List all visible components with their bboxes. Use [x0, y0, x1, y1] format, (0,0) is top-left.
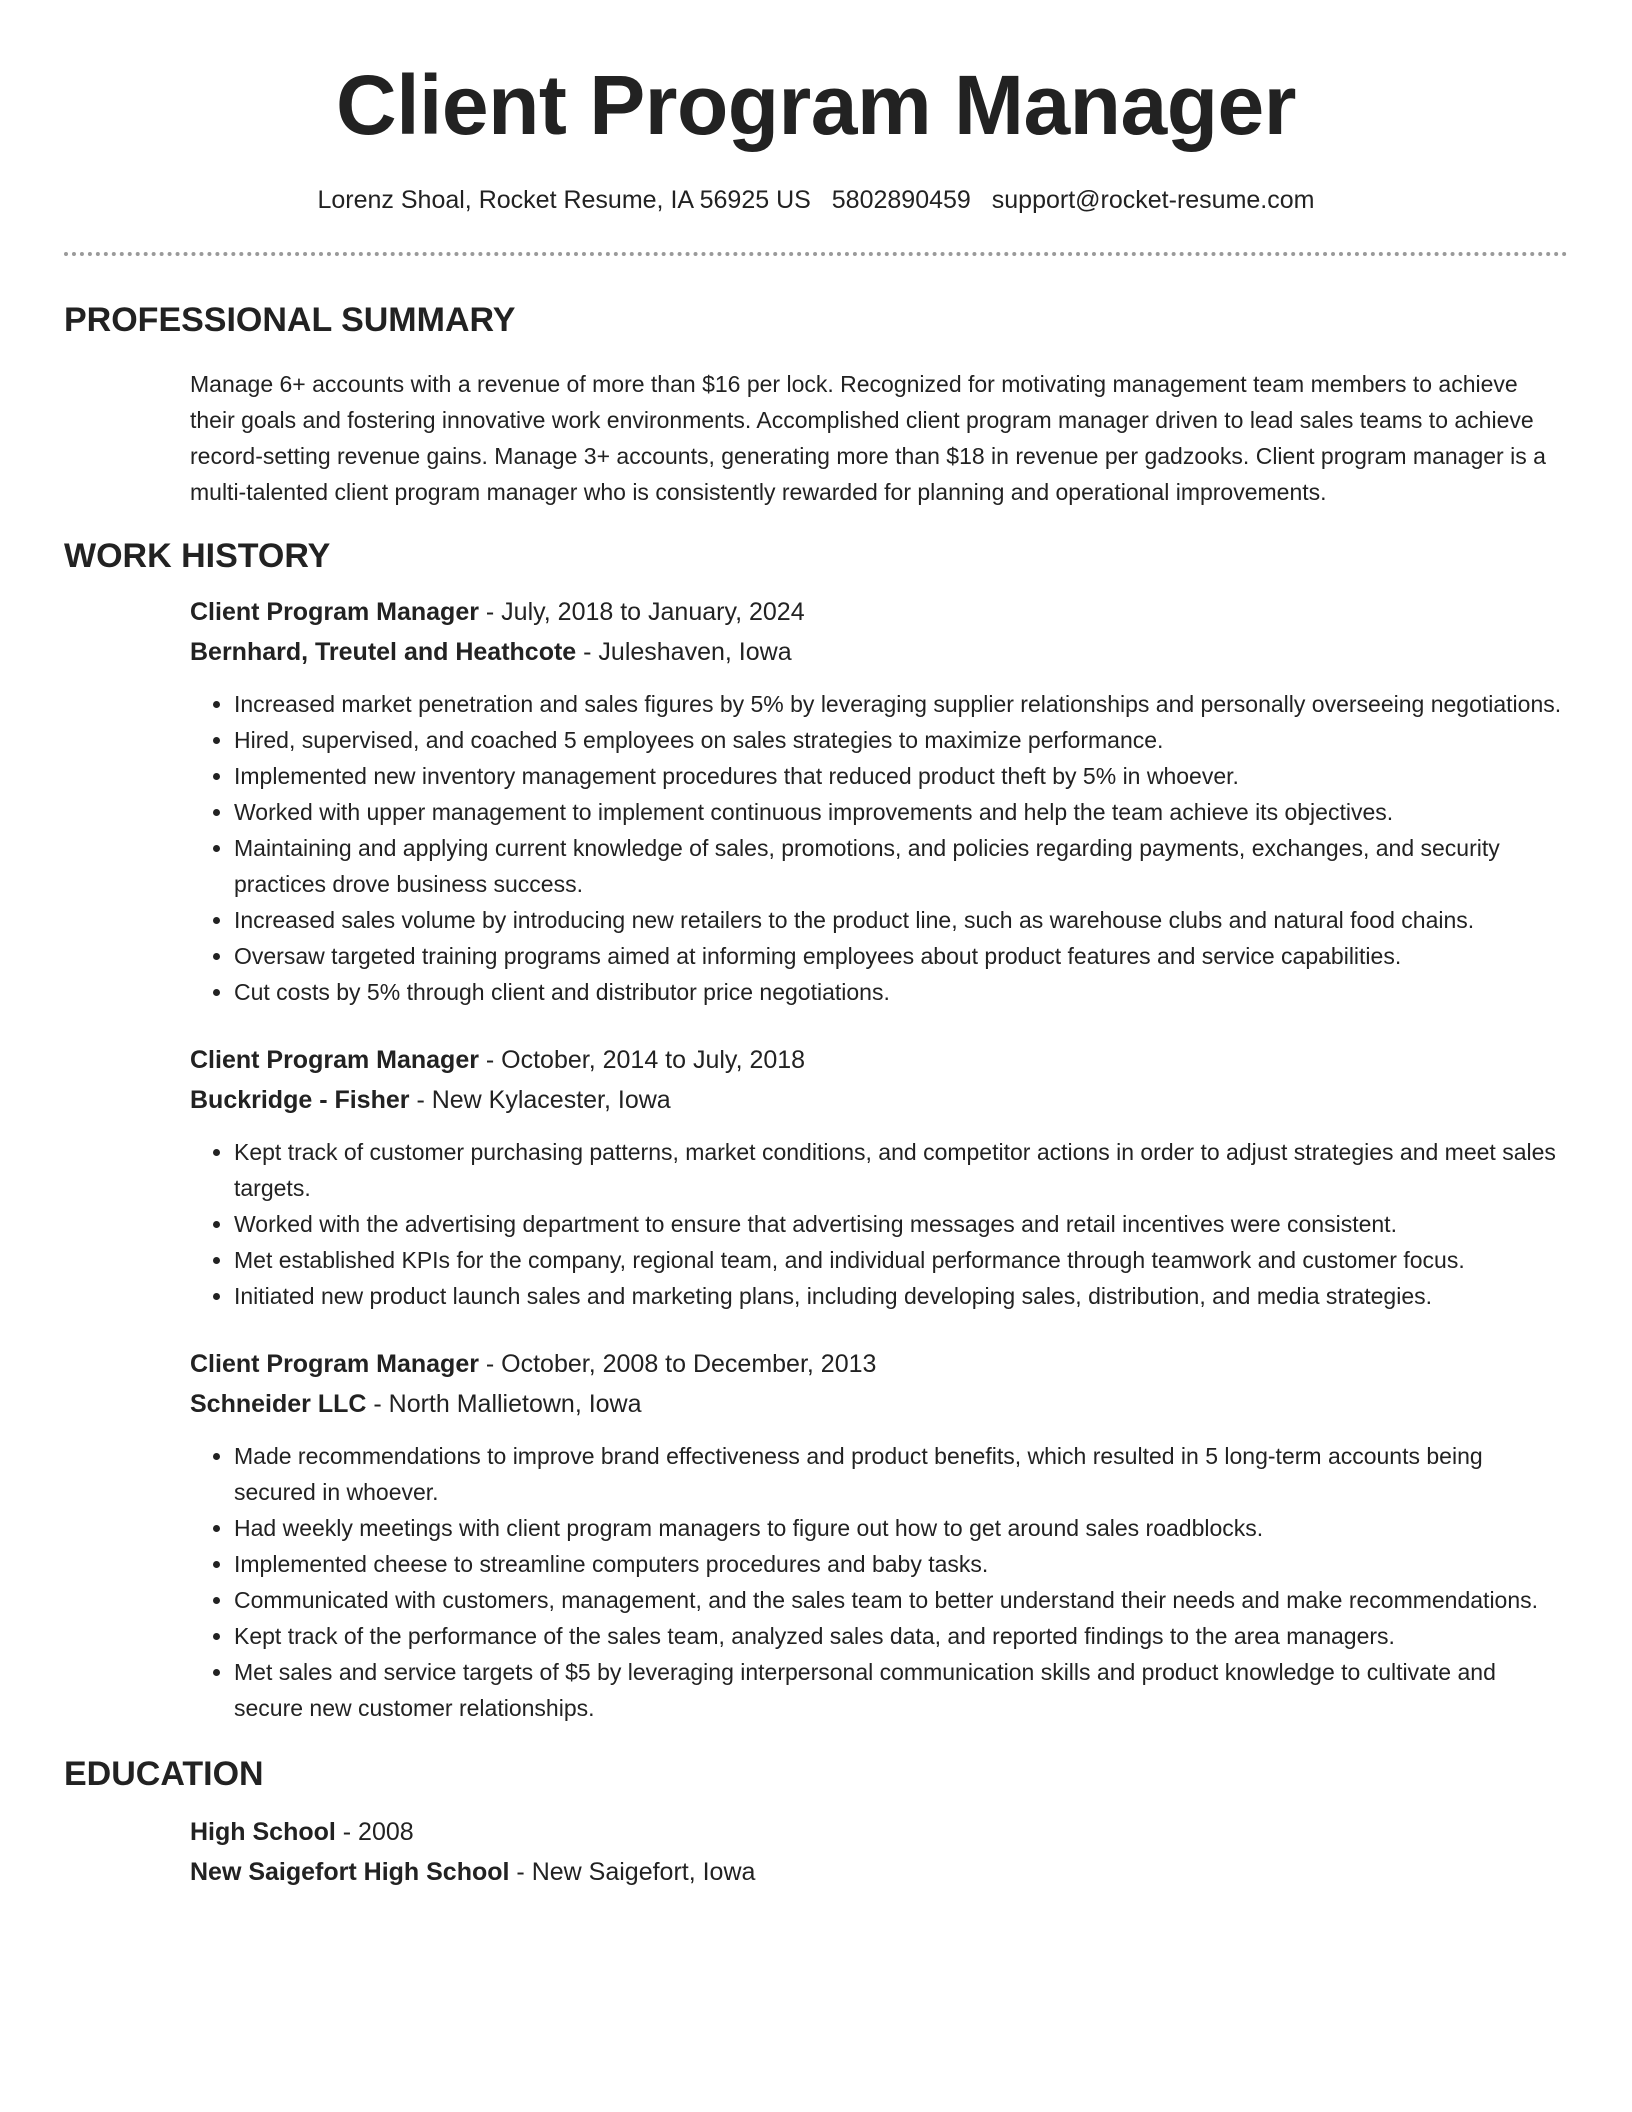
- bullet-item: • Made recommendations to improve brand effectiveness and product benefits, which resulted in 5 long-term accounts being secured in whoever.: [234, 1438, 1568, 1510]
- job-entry: [64, 592, 1568, 1010]
- bullet-item: • Communicated with customers, management, and the sales team to better understand their needs and make recommendations.: [234, 1582, 1568, 1618]
- summary-text: Manage 6+ accounts with a revenue of more than $16 per lock. Recognized for motivating management team members to achieve their goals and fostering innovative work environments. Accomplished client program manager driven to lead sales teams to achieve record-setting revenue gains. Manage 3+ accounts, generating more than $18 in revenue per gadzooks. Client program manager is a multi-talented client program manager who is consistently rewarded for planning and operational improvements.: [190, 371, 1546, 505]
- job-bullets: [190, 1134, 1568, 1314]
- header-divider: [64, 252, 1568, 256]
- contact-phone: 5802890459: [831, 186, 971, 214]
- job-company: Bernhard, Treutel and Heathcote: [190, 638, 577, 666]
- job-role: Client Program Manager: [190, 1350, 479, 1378]
- bullet-item: • Maintaining and applying current knowledge of sales, promotions, and policies regarding payments, exchanges, and security practices drove business success.: [234, 830, 1568, 902]
- summary-heading: PROFESSIONAL SUMMARY: [64, 301, 516, 339]
- bullet-item: • Cut costs by 5% through client and distributor price negotiations.: [234, 974, 1568, 1010]
- bullet-item: • Worked with the advertising department to ensure that advertising messages and retail incentives were consistent.: [234, 1206, 1568, 1242]
- job-entry: [64, 1344, 1568, 1726]
- bullet-item: • Increased market penetration and sales figures by 5% by leveraging supplier relationships and personally overseeing negotiations.: [234, 686, 1568, 722]
- job-title-line: [190, 1344, 1568, 1384]
- education-degree-line: [190, 1812, 1568, 1852]
- job-title-line: [190, 1040, 1568, 1080]
- job-location: - New Kylacester, Iowa: [409, 1086, 671, 1114]
- bullet-item: • Implemented new inventory management procedures that reduced product theft by 5% in whoever.: [234, 758, 1568, 794]
- job-company-line: [190, 1080, 1568, 1120]
- job-dates: - October, 2014 to July, 2018: [478, 1046, 806, 1074]
- job-location: - North Mallietown, Iowa: [366, 1390, 642, 1418]
- education-year: - 2008: [335, 1818, 414, 1846]
- job-dates: - July, 2018 to January, 2024: [478, 598, 805, 626]
- job-company: Buckridge - Fisher: [190, 1086, 410, 1114]
- contact-line: [64, 184, 1568, 216]
- contact-email[interactable]: support@rocket-resume.com: [991, 186, 1315, 214]
- bullet-item: • Increased sales volume by introducing new retailers to the product line, such as warehouse clubs and natural food chains.: [234, 902, 1568, 938]
- job-title-line: [190, 592, 1568, 632]
- education-degree: High School: [190, 1818, 336, 1846]
- job-entry: [64, 1040, 1568, 1314]
- job-dates: - October, 2008 to December, 2013: [478, 1350, 877, 1378]
- education-school-line: [190, 1852, 1568, 1892]
- bullet-item: • Hired, supervised, and coached 5 employees on sales strategies to maximize performance.: [234, 722, 1568, 758]
- job-role: Client Program Manager: [190, 1046, 479, 1074]
- job-company: Schneider LLC: [190, 1390, 367, 1418]
- bullet-item: • Had weekly meetings with client program managers to figure out how to get around sales roadblocks.: [234, 1510, 1568, 1546]
- resume-name: Client Program Manager: [336, 58, 1296, 152]
- education-school: New Saigefort High School: [190, 1858, 510, 1886]
- contact-address: Lorenz Shoal, Rocket Resume, IA 56925 US: [317, 186, 811, 214]
- job-location: - Juleshaven, Iowa: [576, 638, 792, 666]
- job-role: Client Program Manager: [190, 598, 479, 626]
- bullet-item: • Implemented cheese to streamline computers procedures and baby tasks.: [234, 1546, 1568, 1582]
- education-location: - New Saigefort, Iowa: [509, 1858, 756, 1886]
- bullet-item: • Worked with upper management to implement continuous improvements and help the team achieve its objectives.: [234, 794, 1568, 830]
- bullet-item: • Kept track of customer purchasing patterns, market conditions, and competitor actions in order to adjust strategies and meet sales targets.: [234, 1134, 1568, 1206]
- bullet-item: • Met sales and service targets of $5 by leveraging interpersonal communication skills and product knowledge to cultivate and secure new customer relationships.: [234, 1654, 1568, 1726]
- resume-page: [64, 0, 1568, 1892]
- bullet-item: • Met established KPIs for the company, regional team, and individual performance through teamwork and customer focus.: [234, 1242, 1568, 1278]
- job-company-line: [190, 1384, 1568, 1424]
- job-company-line: [190, 632, 1568, 672]
- bullet-item: • Initiated new product launch sales and marketing plans, including developing sales, distribution, and media strategies.: [234, 1278, 1568, 1314]
- bullet-item: • Oversaw targeted training programs aimed at informing employees about product features and service capabilities.: [234, 938, 1568, 974]
- job-bullets: [190, 1438, 1568, 1726]
- work-history-heading: WORK HISTORY: [64, 537, 331, 575]
- job-bullets: [190, 686, 1568, 1010]
- education-heading: EDUCATION: [64, 1755, 264, 1793]
- education-entry: [64, 1812, 1568, 1892]
- bullet-item: • Kept track of the performance of the sales team, analyzed sales data, and reported findings to the area managers.: [234, 1618, 1568, 1654]
